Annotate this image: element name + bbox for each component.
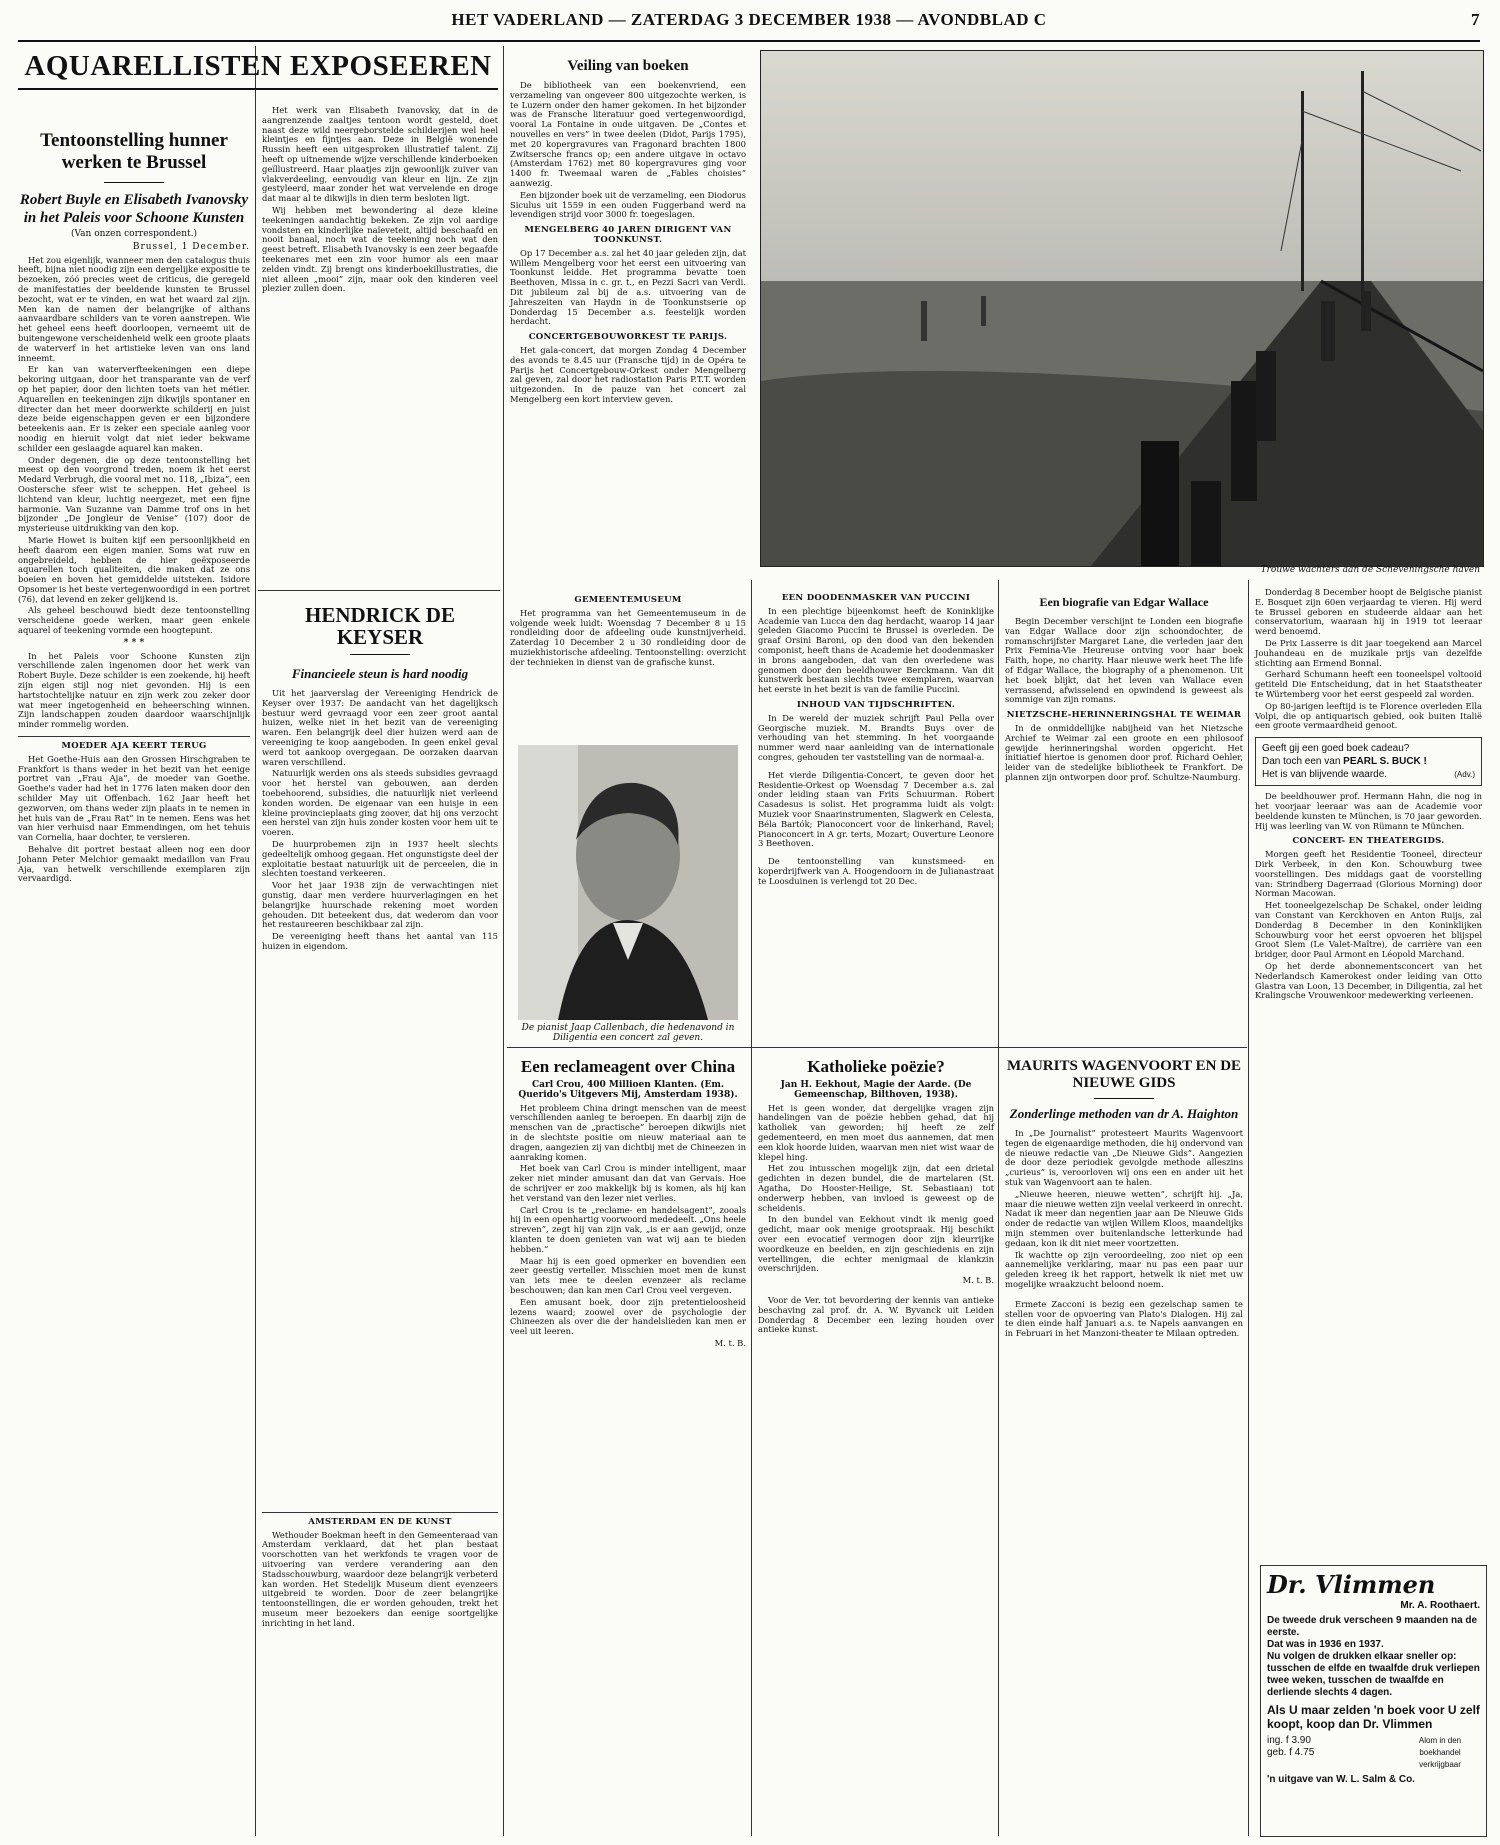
paragraph: Voor het jaar 1938 zijn de verwachtingen niet gunstig, daar men verdere huurverlagingen en het belangrijke huurschade rekening moet worden gehouden. Dit beteekent dus, dat wederom dan voor het restaureeren beschikbaar zal zijn. — [262, 880, 498, 930]
subhead-moeder-aja: MOEDER AJA KEERT TERUG — [18, 736, 250, 752]
article-wagenvoort — [1005, 1054, 1243, 1834]
column-rule — [1248, 580, 1249, 1836]
subhead-tijdschriften: INHOUD VAN TIJDSCHRIFTEN. — [796, 699, 956, 710]
deck-wagenvoort: Zonderlinge methoden van dr A. Haighton — [1009, 1106, 1239, 1121]
paragraph: Ermete Zacconi is bezig een gezelschap samen te stellen voor de opvoering van Plato's Dialogen. Hij zal te dien einde half Januari a.s. te Napels aanvangen en in Februari in het Manzoni-theater te Milaan optreden. — [1005, 1298, 1243, 1339]
paragraph: Het Goethe-Huis aan den Grossen Hirschgraben te Frankfort is thans weder in het bezit van het eenige portret van „Frau Aja”, de moeder van Goethe. Goethe's vader had het in 1776 laten maken door den schilder May uit Offenbach. 162 Jaar heeft het gezworven, om thans weder zijn plaats in te nemen in het huis van de „Frau Rat” in te nemen. Eens was het van hier verhuisd naar Emmendingen, om het tehuis van Cornelia, haar dochter, te versieren. — [18, 753, 250, 843]
paragraph: Op 17 December a.s. zal het 40 jaar geleden zijn, dat Willem Mengelberg voor het eerst een uitvoering van Toonkunst leidde. Het programma bevatte toen Beethoven, Missa in c. gr. t., en Pezzi Sacri van Verdi. Dit jubileum zal bij de a.s. uitvoering van de Jahreszeiten van Haydn in de Toonkunstserie op Donderdag 15 December a.s. feestelijk worden herdacht. — [510, 247, 746, 327]
divider — [1094, 1098, 1154, 1099]
deck: Robert Buyle en Elisabeth Ivanovsky in het Paleis voor Schoone Kunsten — [19, 192, 249, 226]
signature: M. t. B. — [714, 1337, 746, 1348]
paragraph: Het zou eigenlijk, wanneer men den catalogus thuis heeft, bijna niet noodig zijn een dergelijke expositie te bezoeken, zóó precies weet de criticus, die geregeld de manifestaties der beeldende kunsten te Brussel bezocht, wat er te vinden, en wat het waard zal zijn. Men kan de namen der belangrijke of althans aanvaardbare schilders van te voren aanstrepen. Wie het geheel eens heeft doorloopen, verneemt uit de buitengewone verscheidenheid welk een groote plaats de waterverf in het artistieke leven van ons land inneemt. — [18, 254, 250, 363]
paragraph: Een amusant boek, door zijn pretentieloosheid lezens waard; zoowel over de psychologie der Chineezen als over die der handelslieden kan men er veel uit leeren. — [510, 1296, 746, 1337]
byline: (Van onzen correspondent.) — [70, 229, 197, 239]
article-keyser — [262, 596, 498, 1836]
subhead-nietzsche: NIETZSCHE-HERINNERINGSHAL TE WEIMAR — [1006, 710, 1242, 721]
pianist-photo — [518, 745, 738, 1020]
paragraph: Er kan van waterverfteekeningen een diepe bekoring uitgaan, door het transparante van de verf op het papier, door den lichten toets van het métier. Aquarellen en teekeningen zijn dikwijls spontaner en directer dan het meer doorwerkte schilderij en juist deze beide eigenschappen geven er een bijzondere beteekenis aan. Er is zeker een speciale aanleg voor noodig en hieruit volgt dat niet ieder bekwame schilder een geslaagde aquarel kan maken. — [18, 364, 250, 453]
paragraph: Het boek van Carl Crou is minder intelligent, maar zeker niet minder amusant dan dat van Gervais. Hoe de schrijver er zoo makkelijk bij is komen, als hij kan het verstand van den lezer niet verlies. — [510, 1163, 746, 1203]
article-wallace — [1005, 588, 1243, 1008]
ad-author: Mr. A. Roothaert. — [1400, 1600, 1480, 1611]
paragraph: Het probleem China dringt menschen van de meest verschillenden aanleg te beroepen. En daarbij zijn de menschen van de „practische” beroepen dikwijls niet in de slechtste positie om nieuw materiaal aan te dragen, aangezien zij van dichtbij met de Chineezen in aanraking komen. — [510, 1102, 746, 1162]
paragraph: De tentoonstelling van kunstsmeed- en koperdrijfwerk van A. Hoogendoorn in de Julianastraat te Loosduinen is verlengd tot 20 Dec. — [758, 856, 994, 886]
divider — [350, 654, 410, 655]
headline-wallace: Een biografie van Edgar Wallace — [1039, 595, 1209, 609]
paragraph: Carl Crou is te „reclame- en handelsagent”, zooals hij in een openhartig voorwoord mededeelt. „Ons heele streven”, zegt hij van zijn vak, „is er aan gewijd, onze klanten te doen genieten van wat wij aan te bieden hebben.” — [510, 1204, 746, 1254]
subhead-concertgids: CONCERT- EN THEATERGIDS. — [1292, 836, 1445, 847]
deck-keyser: Financieele steun is hard noodig — [291, 666, 469, 681]
book-source: Jan H. Eekhout, Magie der Aarde. (De Gemeenschap, Bilthoven, 1938). — [780, 1080, 972, 1100]
paragraph: Uit het jaarverslag der Vereeniging Hendrick de Keyser over 1937: De aandacht van het dagelijksch bestuur werd gevraagd voor een zeer groot aantal huizen, welke niet in het bezit van de vereeniging waren. Een belangrijk deel dier huizen werd aan de vereeniging te koop aangeboden. In geen enkel geval werd tot aankoop overgegaan. De oorzaken daarvan waren verschillend. — [262, 688, 498, 767]
ad-line: Geeft gij een goed boek cadeau? — [1262, 743, 1410, 755]
book-source: Carl Crou, 400 Millioen Klanten. (Em. Querido's Uitgevers Mij, Amsterdam 1938). — [518, 1080, 738, 1100]
paragraph: Het tooneelgezelschap De Schakel, onder leiding van Constant van Kerckhoven en Anton Ruijs, zal Donderdag 8 December in den Koninklijken Schouwburg voor het eerst opvoeren het blijspel Groot Slem (Le Valet-Maître), de carrière van een bridger, door Paul Armont en Léopold Marchand. — [1255, 900, 1482, 960]
paragraph: In een plechtige bijeenkomst heeft de Koninklijke Academie van Lucca den dag herdacht, waarop 14 jaar geleden Giacomo Puccini te Brussel is overleden. De graaf Orsini Baroni, op den dood van den bekenden componist, heeft thans de Academie het doodenmasker in brons aangeboden, dat van den overledene was genomen door den beeldhouwer Berckmann. Van dit kunstwerk bestaan slechts twee exemplaren, waarvan het eerste in het bezit is van de familie Puccini. — [758, 605, 994, 695]
paragraph: Onder degenen, die op deze tentoonstelling het meest op den voorgrond treden, noem ik het eerst Medard Verbrugh, die vooral met no. 118, „Ibiza”, een Oostersche sfeer wist te scheppen. Het geheel is lichtend van kleur, luchtig neergezet, met een fijne harmonie. Van Suzanne van Damme trof ons in het bijzonder „De Jongleur de Venise” (107) door de mysterieuse uitdrukking van den kop. — [18, 454, 250, 534]
subhead-gemeentemuseum: GEMEENTEMUSEUM — [574, 595, 682, 605]
ad-brand: Dr. Vlimmen — [1267, 1570, 1436, 1599]
paragraph: Een bijzonder boek uit de verzameling, een Diodorus Siculus uit 1559 in een ouden Fuggerband werd na levendigen strijd voor 3000 fr. toegeslagen. — [510, 189, 746, 220]
headline-china: Een reclameagent over China — [520, 1057, 736, 1076]
paragraph: Het werk van Elisabeth Ivanovsky, dat in de aangrenzende zaaltjes tentoon wordt gesteld, doet naast deze wild neergeborstelde schilderijen wel heel kleintjes en fijntjes aan. Deze in België wonende Russin heeft een uitgesproken illustratief talent. Zij heeft op uitnemende wijze verschillende kinderboeken geïllustreerd. Haar plaatjes zijn gewoonlijk zuiver van vlakverdeeling, eenvoudig van kleur en lijn. Ze zijn gestyleerd, maar zonder het wat vervelende en droge dat maar al te dikwijls in dien term besloten ligt. — [262, 105, 498, 204]
divider — [104, 182, 164, 183]
headline-poezie: Katholieke poëzie? — [807, 1057, 945, 1076]
paragraph: Het gala-concert, dat morgen Zondag 4 December des avonds te 8.45 uur (Fransche tijd) in de Opéra te Parijs het Concertgebouw-Orkest onder Mengelberg zal geven, zal door het radiostation Paris P.T.T. worden uitgezonden. In de pauze van het concert zal Mengelberg een kort interview geven. — [510, 344, 746, 404]
paragraph: Maar hij is een goed opmerker en bovendien een zeer geestig verteller. Misschien moet men de kunst van iets mee te deelen evenzeer als reclame beschouwen; dan kan men Carl Crou veel vergeven. — [510, 1255, 746, 1295]
article-veiling — [510, 58, 746, 578]
paragraph: De vereeniging heeft thans het aantal van 115 huizen in eigendom. — [262, 931, 498, 951]
page-number: 7 — [1471, 10, 1480, 29]
ad-cta: Als U maar zelden 'n boek voor U zelf koopt, koop dan Dr. Vlimmen — [1267, 1703, 1480, 1731]
paragraph: Als geheel beschouwd biedt deze tentoonstelling verscheidene goede werken, maar geen enkele aquarel of teekening vormde een hoogtepunt. — [18, 605, 250, 636]
paragraph: Voor de Ver. tot bevordering der kennis van antieke beschaving zal prof. dr. A. W. Byvanck uit Leiden Donderdag 8 December een lezing houden over antieke kunst. — [758, 1294, 994, 1335]
subheadline: Tentoonstelling hunner werken te Brussel — [40, 130, 228, 173]
ad-author: PEARL S. BUCK ! — [1343, 756, 1427, 768]
paragraph: „Nieuwe heeren, nieuwe wetten”, schrijft hij. „Ja, maar die nieuwe wetten zijn veelal verkeerd in onrecht. Nadat ik meer dan negentien jaar aan De Nieuwe Gids onder de redactie van wijlen Willem Kloos, maandelijks mijn stemmen over buitenlandsche letterkunde had gedaan, kon ik dit niet meer voortzetten. — [1005, 1188, 1243, 1248]
article-gemeentemuseum — [510, 590, 746, 740]
paragraph: Natuurlijk werden ons als steeds subsidies gevraagd voor het herstel van gebouwen, aan derden toebehoorend, subsidies, die natuurlijk niet verleend konden worden. De eigenaar van een huisje in een kleine provincieplaats ging zoover, dat hij ons verzocht een herstel van zijn huis zonder kosten voor hem uit te voeren. — [262, 768, 498, 838]
column-rule — [503, 46, 504, 1836]
subhead-amsterdam: AMSTERDAM EN DE KUNST — [262, 1512, 498, 1528]
paragraph: De bibliotheek van een boekenvriend, een verzameling van ongeveer 800 uitgezochte werken, is te Luzern onder den hamer gekomen. In het bijzonder was de Fransche literatuur goed vertegenwoordigd, vooral La Fontaine in oude uitgaven. De „Contes et nouvelles en vers” in twee deelen (Didot, Parijs 1795), met 20 kopergravures van Fragonard brachten 1800 Zwitsersche francs op; een andere uitgave in octavo (Amsterdam 1762) met 80 kopergravures ging voor 1400 fr. Tweemaal waren de „Fables choisies” aanwezig. — [510, 80, 746, 188]
paragraph: Morgen geeft het Residentie Tooneel, directeur Dirk Verbeek, in den Kon. Schouwburg twee voorstellingen. Des middags gaat de voorstelling van: Strindberg Dagerraad (Glorious Morning) door Norman Macowan. — [1255, 849, 1482, 899]
headline-wagenvoort: MAURITS WAGENVOORT EN DE NIEUWE GIDS — [1006, 1058, 1242, 1091]
headline-veiling: Veiling van boeken — [567, 58, 689, 74]
paragraph: Wij hebben met bewondering al deze kleine teekeningen aandachtig bekeken. Ze zijn vol aardige vondsten en kinderlijke naïeveteit, altijd beschaafd en nooit banaal, noch wat de teekening noch wat den geest betreft. Elisabeth Ivanovsky is een zeer begaafde teekenares met een zin voor humor als een maar zelden vindt. Zij brengt ons kinderboekillustraties, die niet alleen „mooi” zijn, maar ook den kinderen veel plezier zullen doen. — [262, 204, 498, 294]
column-rule — [998, 580, 999, 1836]
section-rule — [258, 590, 500, 591]
article-poezie — [758, 1054, 994, 1834]
section-rule — [507, 1047, 1247, 1048]
pearl-buck-ad: Geeft gij een goed boek cadeau? Dan toch een van PEARL S. BUCK ! Het is van blijvende waarde. (Adv.) — [1255, 737, 1482, 786]
signature: M. t. B. — [962, 1275, 994, 1286]
pianist-illustration — [518, 745, 738, 1020]
subhead-concertgebouw: CONCERTGEBOUWORKEST TE PARIJS. — [528, 332, 728, 343]
paragraph: Op het derde abonnementsconcert van het Nederlandsch Kamerokest onder leiding van Otto Glastra van Loon, 13 December, in Diligentia, zal het Kralingsche Vrouwenkoor medewerking verleenen. — [1255, 960, 1482, 1001]
paragraph: In den bundel van Eekhout vindt ik menig goed gedicht, maar ook menige grootspraak. Hij beschikt over een evocatief vermogen door zijn kleurrijke woordkeuze en beelden, en zijn geschiedenis en zijn vertellingen, die echter menigmaal de klankzin overschrijden. — [758, 1214, 994, 1274]
paragraph: Op 80-jarigen leeftijd is te Florence overleden Ella Volpi, die op antiquarisch gebied, ook buiten Italië een groote vermaardheid genoot. — [1255, 700, 1482, 731]
paragraph: De huurprobemen zijn in 1937 heelt slechts gedeeltelijk omhoog gegaan. Het ongunstigste deel der exploitatie bestaat natuurlijk uit de perceelen, die in slechten toestand verkeeren. — [262, 838, 498, 879]
column-rule — [751, 580, 752, 1836]
paragraph: Donderdag 8 December hoopt de Belgische pianist E. Bosquet zijn 60en verjaardag te vieren. Hij werd te Brussel geboren en studeerde aldaar aan het conservatorium, waaraan hij in 1919 tot leeraar werd benoemd. — [1255, 587, 1482, 637]
paragraph: In „De Journalist” protesteert Maurits Wagenvoort tegen de eigenaardige methoden, die hij ondervond van de nieuwe redactie van „De Nieuwe Gids”. Aangezien de door deze periodiek gevolgde methode alleszins „curieus” is, veroorloven wij ons een en ander uit het stuk van Wagenvoort aan te halen. — [1005, 1128, 1243, 1187]
paragraph: De beeldhouwer prof. Hermann Hahn, die nog in het voorjaar leeraar was aan de Academie voor beeldende kunsten te München, is 70 jaar geworden. Hij was leerling van W. von Rümann te München. — [1255, 791, 1482, 831]
paragraph: Gerhard Schumann heeft een tooneelspel voltooid getiteld Die Entscheidung, dat in het Staatstheater te Würtemberg voor het eerst gespeeld zal worden. — [1255, 669, 1482, 699]
article-aquarellisten-continued — [262, 106, 498, 606]
paragraph: Wethouder Boekman heeft in den Gemeenteraad van Amsterdam verklaard, dat het plan bestaat voorschotten van het werkfonds te vragen voor de uitvoering van verdere verandering aan den Stadsschouwburg, waardoor deze belangrijk verbeterd kan worden. Het Stedelijk Museum dient evenzeers uitgebreid te worden. Door de zeer belangrijke tentoonstellingen, die er worden gehouden, trekt het museum meer bezoekers dan eenige soortgelijke inrichting in het land. — [262, 1529, 498, 1628]
paragraph: Het programma van het Gemeentemuseum in de volgende week luidt: Woensdag 7 December 8 u 15 rondleiding door de afdeeling oude kunstnijverheid. Zaterdag 10 December 2 u 30 rondleiding door de muziekhistorische afdeeling. Tentoonstelling: overzicht der technieken in dienst van de grafische kunst. — [510, 607, 746, 667]
article-china — [510, 1054, 746, 1834]
dateline: Brussel, 1 December. — [132, 241, 250, 252]
paragraph: Het zou intusschen mogelijk zijn, dat een drietal gedichten in dezen bundel, die de martelaren (St. Agatha, Do Hooster-Heilige, St. Sebastiaan) tot onderwerp hebben, van invloed is geweest op de scheidenis. — [758, 1163, 994, 1213]
harbour-illustration — [761, 51, 1483, 566]
paragraph: In de onmiddellijke nabijheid van het Nietzsche Archief te Weimar zal een groote en een philosoof gewijde herinneringshal worden opgericht. Het initiatief hiertoe is genomen door prof. Richard Oehler, leider van de stedelijke bibliotheek te Frankfort. De plannen zijn ontworpen door prof. Schultze-Naumburg. — [1005, 722, 1243, 782]
pianist-caption: De pianist Jaap Callenbach, die hedenavond in Diligentia een concert zal geven. — [521, 1023, 735, 1043]
article-aquarellisten: AQUARELLISTEN EXPOSEEREN Tentoonstelling hunner werken te Brussel Robert Buyle en Elisabeth Ivanovsky in het Paleis voor Schoone Kunsten (Van onzen correspondent.) Brussel, 1 December. Het zou eigenlijk, wanneer men den catalogus thuis heeft, bijna niet noodig zijn een dergelijke expositie te bezoeken, zóó precies weet de criticus, die geregeld de manifestaties der beeldende kunsten te Brussel bezocht, wat er te vinden, en wat het waard zal zijn. Men kan de namen der belangrijke of althans aanvaardbare schilders van te voren aanstrepen. Wie het geheel eens heeft doorloopen, verneemt uit de buitengewone verscheidenheid welk een groote plaats de waterverf in het artistieke leven van ons land inneemt. Er kan van waterverfteekeningen een diepe bekoring uitgaan, door het transparante van de verf op het papier, door den lichten toets van het métier. Aquarellen en teekeningen zijn dikwijls spontaner en directer dan het meer doorwerkte schilderij en juist deze beide eigenschappen geven er een bijzondere beteekenis aan. Er is zeker een speciale aanleg voor noodig en hieruit volgt dat niet ieder bekwame schilder een geslaagde aquarel kan maken. Onder degenen, die op deze tentoonstelling het meest op den voorgrond treden, noem ik het eerst Medard Verbrugh, die vooral met no. 118, „Ibiza”, een Oostersche sfeer wist te scheppen. Het geheel is lichtend van kleur, luchtig neergezet, met een fijne harmonie. Van Suzanne van Damme trof ons in het bijzonder „De Jongleur de Venise” (107) door de mysterieuse uitdrukking van den kop. Marie Howet is buiten kijf een persoonlijkheid en heeft daarom een eigen manier. Soms wat ruw en ongebreideld, hebben de hier geëxposeerde aquarellen toch qualiteiten, die maken dat ze ons boeien en boven het gemiddelde uitsteken. Isidore Opsomer is het beste vertegenwoordigd in een portret (76), dat levend en zeker gelijkend is. Als geheel beschouwd biedt deze tentoonstelling verscheidene goede werken, maar geen enkele aquarel of teekening vormde een hoogtepunt. * * * In het Paleis voor Schoone Kunsten zijn verschillende zalen ingenomen door het werk van Robert Buyle. Deze schilder is een zoekende, hij heeft zijn eigen stijl nog niet gevonden. Hij is een hartstochtelijke natuur en zijn werk zou zeker door wat meer ingetogenheid en beheersching winnen. Zijn landschappen zouden daardoor waarschijnlijk minder rommelig worden. MOEDER AJA KEERT TERUG Het Goethe-Huis aan den Grossen Hirschgraben te Frankfort is thans weder in het bezit van het eenige portret van „Frau Aja”, de moeder van Goethe. Goethe's vader had het in 1776 laten maken door den schilder May uit Offenbach. 162 Jaar heeft het gezworven, om thans weder zijn plaats in te nemen in het huis van de „Frau Rat” in te nemen. Eens was het van hier verhuisd naar Emmendingen, om het tehuis van Cornelia, haar dochter, te versieren. Behalve dit portret bestaat alleen nog een door Johann Peter Melchior gemaakt medaillon van Frau Aja, van hetwelk verschillende exemplaren zijn vervaardigd. — [18, 50, 250, 1835]
paragraph: In De wereld der muziek schrijft Paul Pella over Georgische muziek. M. Brandts Buys over de verhouding van het stemming. In het voorgaande nummer werd naar aanleiding van de internationale congres, gehouden ter vaststelling van de normaal-a. — [758, 712, 994, 762]
harbour-photo — [760, 50, 1484, 567]
column-notes — [1255, 588, 1482, 1448]
harbour-caption: Trouwe wachters aan de Scheveningsche haven — [1260, 565, 1480, 575]
masthead-text: HET VADERLAND — ZATERDAG 3 DECEMBER 1938 — AVONDBLAD C — [451, 10, 1047, 29]
paragraph: Behalve dit portret bestaat alleen nog een door Johann Peter Melchior gemaakt medaillon van Frau Aja, van hetwelk verschillende exemplaren zijn vervaardigd. — [18, 844, 250, 884]
headline-keyser: HENDRICK DE KEYSER — [305, 603, 455, 649]
paragraph: Het is geen wonder, dat dergelijke vragen zijn handelingen van de poëzie hebben gehad, dat hij katholiek van geworden; hij heeft ze zelf gedementeerd, en men moet dus aannemen, dat men een klok hoorde luiden, waarvan men niet wist waar de klepel hing. — [758, 1102, 995, 1162]
paragraph: Ik wachtte op zijn veroordeeling, zoo niet op een aannemelijke verklaring, maar nu pas een paar uur geleden kreeg ik het rapport, hetwelk ik niet met uw mogelijke wraakzucht beloond noem. — [1005, 1249, 1243, 1289]
vlimmen-ad: Dr. Vlimmen Mr. A. Roothaert. De tweede druk verscheen 9 maanden na de eerste. Dat was in 1936 en 1937. Nu volgen de drukken elkaar sneller op: tusschen de elfde en twaalfde druk verliepen twee weken, tusschen de twaalfde en derliende slechts 4 dagen. Als U maar zelden 'n boek voor U zelf koopt, koop dan Dr. Vlimmen ing. f 3.90 geb. f 4.75 Alom in den boekhandel verkrijgbaar 'n uitgave van W. L. Salm & Co. — [1260, 1565, 1487, 1837]
paragraph: Marie Howet is buiten kijf een persoonlijkheid en heeft daarom een eigen manier. Soms wat ruw en ongebreideld, hebben de hier geëxposeerde aquarellen toch qualiteiten, die maken dat ze ons boeien en boven het gemiddelde uitsteken. Isidore Opsomer is het beste vertegenwoordigd in een portret (76), dat levend en zeker gelijkend is. — [18, 534, 250, 604]
paragraph: In het Paleis voor Schoone Kunsten zijn verschillende zalen ingenomen door het werk van Robert Buyle. Deze schilder is een zoekende, hij heeft zijn eigen stijl nog niet gevonden. Hij is een hartstochtelijke natuur en zijn werk zou zeker door wat meer ingetogenheid en beheersching winnen. Zijn landschappen zouden daardoor waarschijnlijk minder rommelig worden. — [18, 650, 250, 730]
article-puccini — [758, 588, 994, 1008]
ad-publisher: 'n uitgave van W. L. Salm & Co. — [1267, 1774, 1415, 1785]
column-rule — [255, 46, 256, 1836]
subhead-mengelberg: MENGELBERG 40 JAREN DIRIGENT VAN TOONKUNST. — [524, 225, 732, 245]
masthead — [18, 10, 1480, 42]
headline-aquarellisten: AQUARELLISTEN EXPOSEEREN — [18, 50, 498, 90]
paragraph: De Prix Lasserre is dit jaar toegekend aan Marcel Jouhandeau en de muzikale prijs van dezelfde stichting aan Ermend Bonnal. — [1255, 637, 1482, 668]
paragraph: Het vierde Diligentia-Concert, te geven door het Residentie-Orkest op Woensdag 7 December a.s. zal onder leiding staan van Frits Schuurman. Robert Casadesus is solist. Het programma luidt als volgt: Muziek voor Snaarinstrumenten, Slagwerk en Celesta, Béla Bartók; Pianoconcert voor de linkerhand, Ravel; Pianoconcert in A gr. terts, Mozart; Ouverture Leonore 3 Beethoven. — [758, 769, 994, 849]
paragraph: Begin December verschijnt te Londen een biografie van Edgar Wallace door zijn schoondochter, de romanschrijfster Margaret Lane, die verleden jaar den Prix Femina-Vie Heureuse ontving voor haar boek Faith, hope, no charity. Haar nieuwe werk heet The life of Edgar Wallace, the biography of a phenomenon. Uit het boek blijkt, dat het leven van Wallace even verrassend, afwisselend en opwindend is geweest als sommige van zijn romans. — [1005, 616, 1243, 705]
subhead-puccini: EEN DOODENMASKER VAN PUCCINI — [781, 593, 971, 603]
